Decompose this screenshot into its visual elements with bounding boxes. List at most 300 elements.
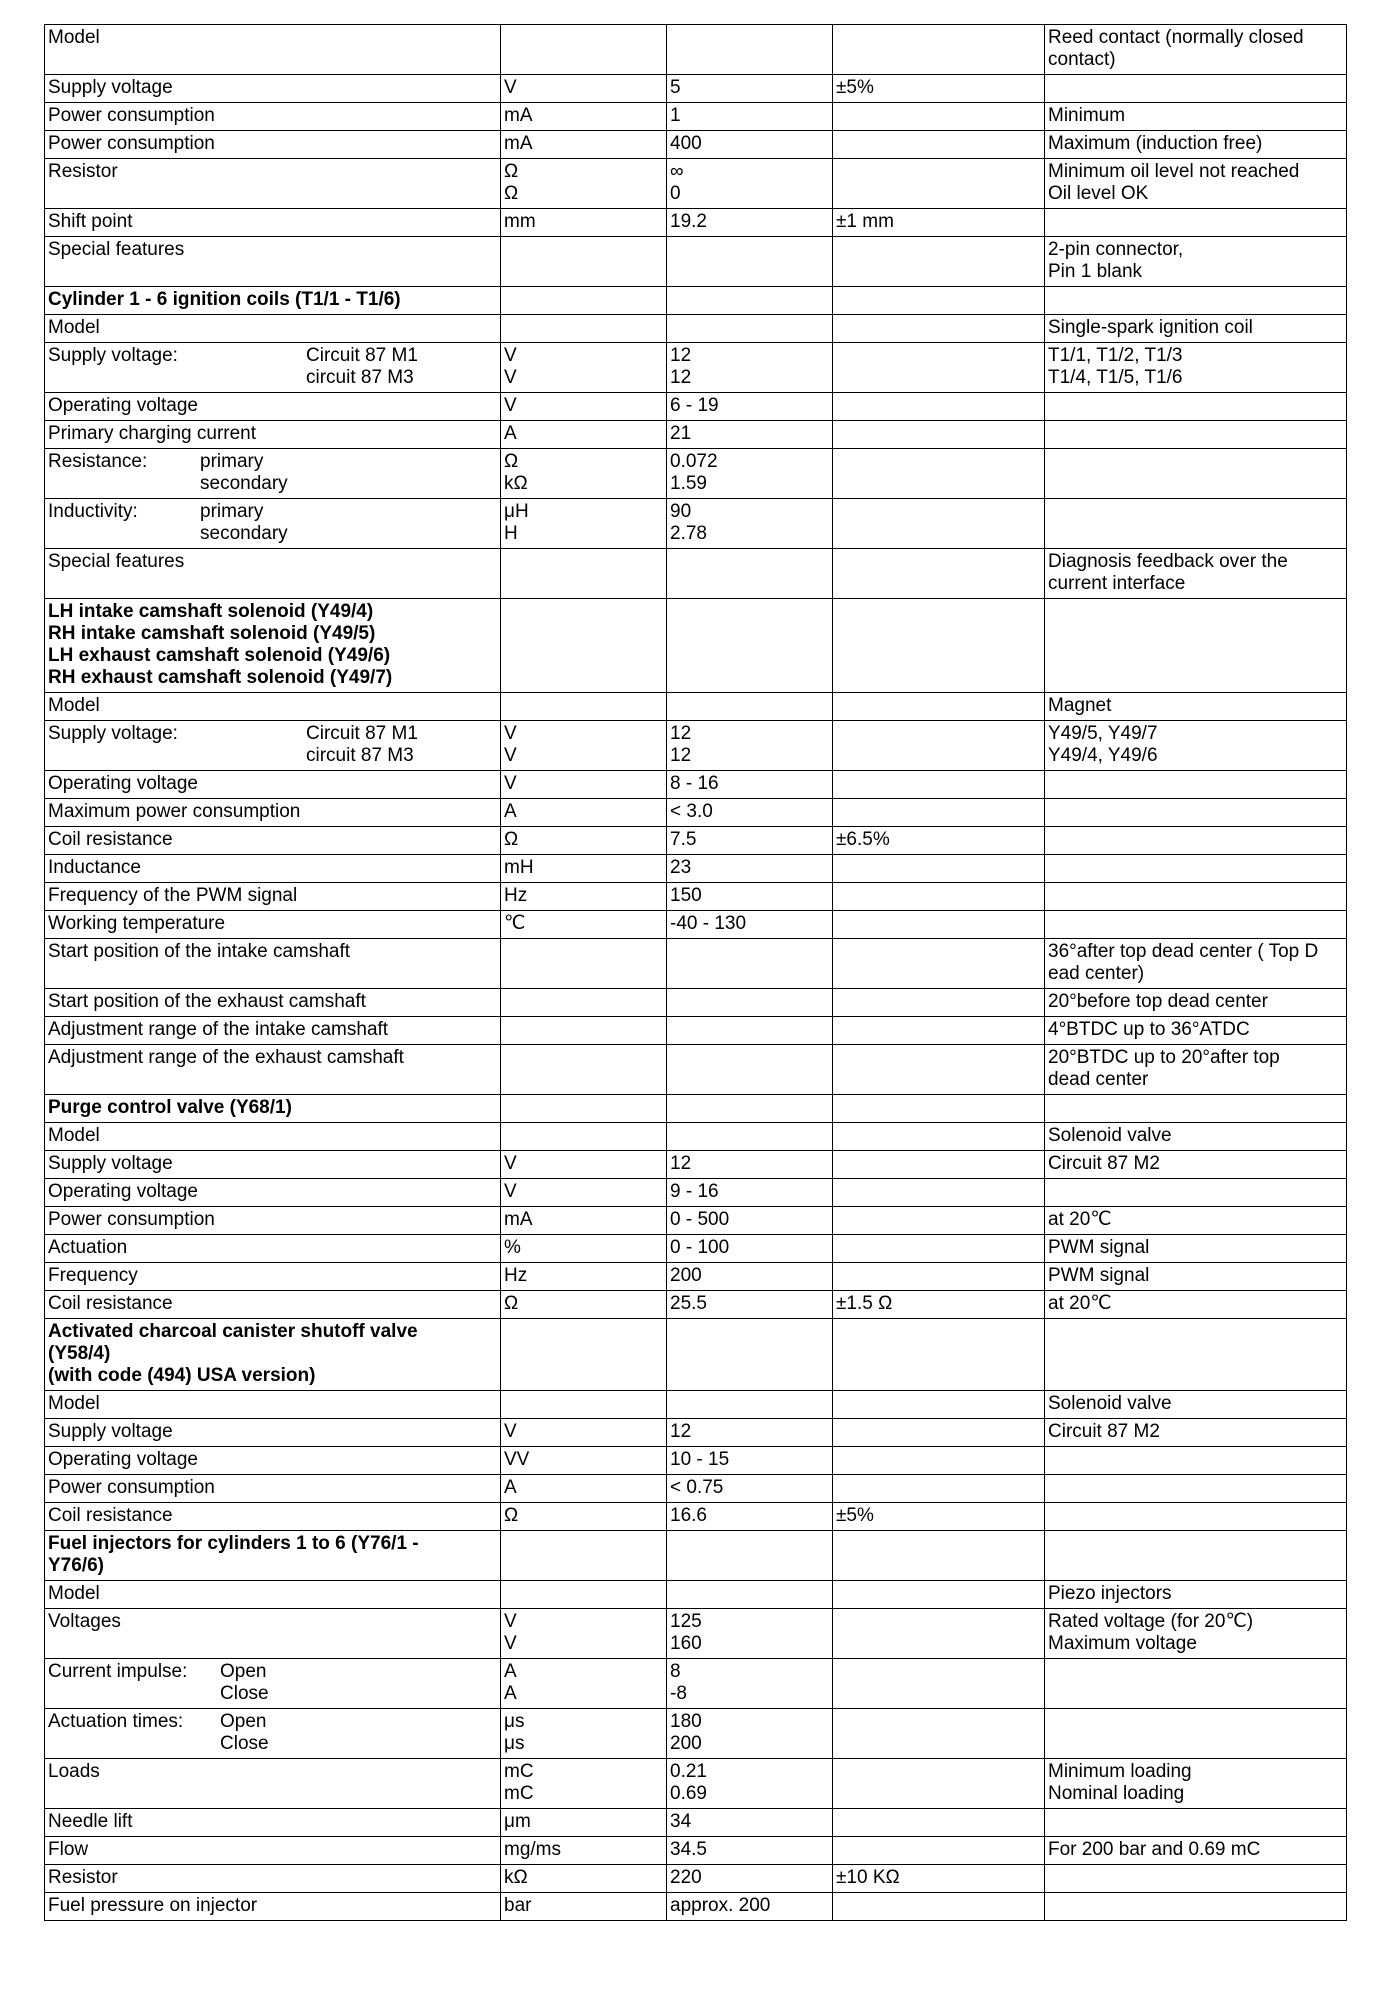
tolerance-cell [833, 1291, 1045, 1319]
cell-line [836, 913, 1041, 935]
cell-line: Minimum oil level not reached [1048, 161, 1300, 182]
remark-cell [1045, 911, 1347, 939]
cell-line [836, 501, 1041, 523]
cell-line: 220 [670, 1867, 702, 1888]
value-cell [667, 25, 833, 75]
value-cell [667, 911, 833, 939]
cell-line: kΩ [504, 1867, 528, 1888]
cell-line: 36°after top dead center ( Top D [1048, 941, 1319, 962]
table-row [45, 75, 1347, 103]
cell-line [504, 27, 663, 49]
cell-line: T1/4, T1/5, T1/6 [1048, 367, 1183, 388]
tolerance-cell [833, 237, 1045, 287]
cell-line [504, 1047, 663, 1069]
table-row [45, 315, 1347, 343]
table-row [45, 1759, 1347, 1809]
cell-line [836, 27, 1041, 49]
remark-cell [1045, 159, 1347, 209]
cell-line [836, 1265, 1041, 1287]
value-cell [667, 1095, 833, 1123]
remark-cell [1045, 1235, 1347, 1263]
value-cell [667, 693, 833, 721]
parameter-cell [45, 771, 501, 799]
table-row [45, 449, 1347, 499]
tolerance-cell [833, 1893, 1045, 1921]
remark-cell [1045, 315, 1347, 343]
parameter-cell [45, 939, 501, 989]
tolerance-cell [833, 25, 1045, 75]
cell-line [836, 1237, 1041, 1259]
parameter-cell [45, 287, 501, 315]
cell-line [836, 551, 1041, 573]
table-row [45, 549, 1347, 599]
unit-cell [501, 103, 667, 131]
value-cell [667, 159, 833, 209]
cell-line: LH exhaust camshaft solenoid (Y49/6) [48, 645, 391, 666]
tolerance-cell [833, 1179, 1045, 1207]
cell-line: Nominal loading [1048, 1783, 1185, 1804]
cell-line: V [504, 1181, 517, 1202]
remark-cell [1045, 1319, 1347, 1391]
table-row [45, 1123, 1347, 1151]
tolerance-cell [833, 549, 1045, 599]
cell-line: Solenoid valve [1048, 1393, 1172, 1414]
cell-line: 90 [670, 501, 692, 522]
tolerance-cell [833, 989, 1045, 1017]
tolerance-cell [833, 939, 1045, 989]
remark-cell [1045, 131, 1347, 159]
cell-line [48, 1733, 497, 1755]
cell-line: VV [504, 1449, 530, 1470]
remark-cell [1045, 939, 1347, 989]
cell-line: Y49/5, Y49/7 [1048, 723, 1158, 744]
cell-line [504, 1393, 663, 1415]
parameter-cell [45, 1893, 501, 1921]
tolerance-cell [833, 1319, 1045, 1391]
unit-cell [501, 799, 667, 827]
cell-line: (with code (494) USA version) [48, 1365, 316, 1386]
cell-line: 12 [670, 1421, 692, 1442]
parameter-cell [45, 1837, 501, 1865]
tolerance-cell [833, 1263, 1045, 1291]
cell-line [836, 1019, 1041, 1041]
cell-line [1048, 1181, 1343, 1203]
cell-line: Operating voltage [48, 1449, 198, 1470]
cell-line: ±5% [836, 1505, 874, 1526]
cell-line: ±6.5% [836, 829, 890, 850]
cell-line: Voltages [48, 1611, 121, 1632]
remark-cell [1045, 237, 1347, 287]
parameter-cell [45, 549, 501, 599]
cell-line [48, 1661, 497, 1683]
unit-cell [501, 1809, 667, 1837]
cell-line [670, 1097, 829, 1119]
unit-cell [501, 1837, 667, 1865]
cell-line: Y76/6) [48, 1555, 104, 1576]
table-row [45, 499, 1347, 549]
cell-line: bar [504, 1895, 532, 1916]
remark-cell [1045, 1391, 1347, 1419]
table-row [45, 209, 1347, 237]
cell-line: V [504, 395, 517, 416]
table-row [45, 693, 1347, 721]
cell-line: ±1.5 Ω [836, 1293, 893, 1314]
cell-line: Ω [504, 1505, 519, 1526]
unit-cell [501, 1581, 667, 1609]
remark-cell [1045, 855, 1347, 883]
cell-line: Single-spark ignition coil [1048, 317, 1253, 338]
remark-cell [1045, 209, 1347, 237]
cell-line: Loads [48, 1761, 100, 1782]
cell-line: Ω [504, 1293, 519, 1314]
value-cell [667, 103, 833, 131]
cell-line: mC [504, 1761, 534, 1782]
tolerance-cell [833, 1865, 1045, 1893]
cell-line: Minimum [1048, 105, 1126, 126]
unit-cell [501, 1447, 667, 1475]
remark-cell [1045, 1609, 1347, 1659]
unit-cell [501, 499, 667, 549]
parameter-cell [45, 1207, 501, 1235]
remark-cell [1045, 883, 1347, 911]
cell-line [836, 1583, 1041, 1605]
table-row [45, 25, 1347, 75]
cell-line [836, 723, 1041, 745]
value-cell [667, 1207, 833, 1235]
tolerance-cell [833, 1837, 1045, 1865]
cell-line: 2-pin connector, [1048, 239, 1184, 260]
cell-line [1048, 1867, 1343, 1889]
cell-line: V [504, 723, 517, 744]
cell-line [836, 601, 1041, 623]
cell-line [836, 1449, 1041, 1471]
parameter-cell [45, 1609, 501, 1659]
cell-line [836, 317, 1041, 339]
table-row [45, 1865, 1347, 1893]
parameter-cell [45, 1235, 501, 1263]
cell-line: A [504, 1683, 517, 1704]
cell-line [1048, 451, 1343, 473]
cell-line [836, 239, 1041, 261]
parameter-cell [45, 599, 501, 693]
cell-line [1048, 1449, 1343, 1471]
parameter-cell [45, 343, 501, 393]
table-row [45, 1391, 1347, 1419]
cell-line [836, 1533, 1041, 1555]
tolerance-cell [833, 159, 1045, 209]
cell-line: mA [504, 1209, 533, 1230]
cell-line: Operating voltage [48, 773, 198, 794]
remark-cell [1045, 1893, 1347, 1921]
value-cell [667, 855, 833, 883]
cell-line [504, 289, 663, 311]
table-row [45, 721, 1347, 771]
cell-line: V [504, 1421, 517, 1442]
cell-line: 160 [670, 1633, 702, 1654]
cell-line: Start position of the exhaust camshaft [48, 991, 366, 1012]
cell-line [836, 1181, 1041, 1203]
tolerance-cell [833, 1151, 1045, 1179]
cell-line: V [504, 1633, 517, 1654]
unit-cell [501, 1045, 667, 1095]
value-cell [667, 1263, 833, 1291]
parameter-cell [45, 103, 501, 131]
cell-line [670, 551, 829, 573]
parameter-cell [45, 1391, 501, 1419]
remark-cell [1045, 25, 1347, 75]
remark-cell [1045, 75, 1347, 103]
parameter-cell [45, 855, 501, 883]
cell-line: H [504, 523, 518, 544]
tolerance-cell [833, 1447, 1045, 1475]
cell-line: 9 - 16 [670, 1181, 719, 1202]
cell-line [504, 695, 663, 717]
cell-line: current interface [1048, 573, 1186, 594]
cell-line: 34 [670, 1811, 692, 1832]
cell-line: -8 [670, 1683, 687, 1704]
value-cell [667, 1045, 833, 1095]
value-cell [667, 1709, 833, 1759]
cell-line: Fuel injectors for cylinders 1 to 6 (Y76/1 - [48, 1533, 419, 1554]
value-cell [667, 1419, 833, 1447]
parameter-cell [45, 1447, 501, 1475]
cell-line: Solenoid valve [1048, 1125, 1172, 1146]
cell-line: 23 [670, 857, 692, 878]
table-row [45, 1475, 1347, 1503]
unit-cell [501, 449, 667, 499]
tolerance-cell [833, 499, 1045, 549]
remark-cell [1045, 1017, 1347, 1045]
cell-line: ±10 KΩ [836, 1867, 900, 1888]
cell-line: Model [48, 317, 100, 338]
cell-line: Circuit 87 M2 [1048, 1153, 1160, 1174]
cell-line: Primary charging current [48, 423, 257, 444]
parameter-cell [45, 1503, 501, 1531]
cell-line: Y49/4, Y49/6 [1048, 745, 1158, 766]
cell-line: Flow [48, 1839, 89, 1860]
value-cell [667, 989, 833, 1017]
parameter-cell [45, 1017, 501, 1045]
value-cell [667, 799, 833, 827]
remark-cell [1045, 1709, 1347, 1759]
cell-line [836, 1895, 1041, 1917]
cell-line [1048, 1661, 1343, 1683]
cell-line [48, 723, 497, 745]
parameter-cell [45, 1291, 501, 1319]
cell-line: 20°BTDC up to 20°after top [1048, 1047, 1280, 1068]
cell-line: Reed contact (normally closed [1048, 27, 1304, 48]
remark-cell [1045, 499, 1347, 549]
cell-line: 7.5 [670, 829, 697, 850]
parameter-cell [45, 1709, 501, 1759]
cell-line: approx. 200 [670, 1895, 771, 1916]
remark-cell [1045, 1045, 1347, 1095]
cell-line: 0 [670, 183, 681, 204]
cell-line [670, 991, 829, 1013]
cell-line: 0.21 [670, 1761, 707, 1782]
unit-cell [501, 315, 667, 343]
parameter-cell [45, 1531, 501, 1581]
cell-line [836, 345, 1041, 367]
value-cell [667, 421, 833, 449]
remark-cell [1045, 599, 1347, 693]
parameter-cell [45, 159, 501, 209]
parameter-sublabel: Open [220, 1661, 267, 1682]
cell-line: Power consumption [48, 133, 215, 154]
unit-cell [501, 1123, 667, 1151]
value-cell [667, 131, 833, 159]
unit-cell [501, 1419, 667, 1447]
tolerance-cell [833, 855, 1045, 883]
table-row [45, 1709, 1347, 1759]
value-cell [667, 1291, 833, 1319]
value-cell [667, 315, 833, 343]
cell-line [670, 27, 829, 49]
table-row [45, 1263, 1347, 1291]
unit-cell [501, 1095, 667, 1123]
table-row [45, 1017, 1347, 1045]
cell-line: ℃ [504, 913, 526, 934]
cell-line [1048, 289, 1343, 311]
parameter-cell [45, 1151, 501, 1179]
parameter-sublabel: secondary [200, 523, 288, 544]
cell-line: 12 [670, 1153, 692, 1174]
tolerance-cell [833, 693, 1045, 721]
table-row [45, 1809, 1347, 1837]
table-row [45, 1291, 1347, 1319]
remark-cell [1045, 1263, 1347, 1291]
unit-cell [501, 855, 667, 883]
cell-line [836, 1209, 1041, 1231]
value-cell [667, 1447, 833, 1475]
cell-line: mA [504, 105, 533, 126]
unit-cell [501, 421, 667, 449]
remark-cell [1045, 1095, 1347, 1123]
cell-line [504, 1125, 663, 1147]
parameter-cell [45, 1123, 501, 1151]
cell-line: A [504, 801, 517, 822]
tolerance-cell [833, 209, 1045, 237]
remark-cell [1045, 1123, 1347, 1151]
cell-line: Minimum loading [1048, 1761, 1192, 1782]
cell-line: Frequency [48, 1265, 138, 1286]
parameter-sublabel: secondary [200, 473, 288, 494]
cell-line [1048, 423, 1343, 445]
cell-line [670, 1125, 829, 1147]
cell-line [1048, 1321, 1343, 1343]
cell-line: Hz [504, 885, 528, 906]
table-row [45, 103, 1347, 131]
unit-cell [501, 1893, 667, 1921]
parameter-cell [45, 421, 501, 449]
tolerance-cell [833, 1503, 1045, 1531]
cell-line: 25.5 [670, 1293, 707, 1314]
tolerance-cell [833, 771, 1045, 799]
cell-line [836, 161, 1041, 183]
cell-line [48, 345, 497, 367]
parameter-cell [45, 449, 501, 499]
cell-line: ±1 mm [836, 211, 894, 232]
table-row [45, 1419, 1347, 1447]
cell-line: RH intake camshaft solenoid (Y49/5) [48, 623, 376, 644]
cell-line [1048, 501, 1343, 523]
tolerance-cell [833, 287, 1045, 315]
cell-line: Magnet [1048, 695, 1112, 716]
cell-line: at 20℃ [1048, 1209, 1112, 1230]
cell-line [836, 941, 1041, 963]
cell-line: 12 [670, 367, 692, 388]
cell-line: mg/ms [504, 1839, 561, 1860]
value-cell [667, 1151, 833, 1179]
remark-cell [1045, 421, 1347, 449]
parameter-cell [45, 693, 501, 721]
remark-cell [1045, 1837, 1347, 1865]
cell-line: Special features [48, 551, 185, 572]
value-cell [667, 209, 833, 237]
cell-line: A [504, 1477, 517, 1498]
tolerance-cell [833, 1207, 1045, 1235]
parameter-cell [45, 911, 501, 939]
table-row [45, 393, 1347, 421]
cell-line: Resistor [48, 1867, 118, 1888]
cell-line [836, 289, 1041, 311]
remark-cell [1045, 799, 1347, 827]
remark-cell [1045, 103, 1347, 131]
value-cell [667, 393, 833, 421]
cell-line: 19.2 [670, 211, 707, 232]
tolerance-cell [833, 721, 1045, 771]
unit-cell [501, 393, 667, 421]
cell-line: 2.78 [670, 523, 707, 544]
tolerance-cell [833, 1609, 1045, 1659]
cell-line: 0 - 500 [670, 1209, 730, 1230]
table-row [45, 1151, 1347, 1179]
value-cell [667, 1319, 833, 1391]
cell-line: Supply voltage [48, 1421, 173, 1442]
unit-cell [501, 1391, 667, 1419]
tolerance-cell [833, 1475, 1045, 1503]
cell-line [1048, 601, 1343, 623]
cell-line [504, 317, 663, 339]
cell-line: μs [504, 1733, 525, 1754]
cell-line [670, 1019, 829, 1041]
unit-cell [501, 209, 667, 237]
unit-cell [501, 1319, 667, 1391]
tolerance-cell [833, 1581, 1045, 1609]
tolerance-cell [833, 911, 1045, 939]
remark-cell [1045, 693, 1347, 721]
cell-line: Cylinder 1 - 6 ignition coils (T1/1 - T1/6) [48, 289, 401, 310]
cell-line [836, 695, 1041, 717]
parameter-cell [45, 1475, 501, 1503]
unit-cell [501, 1291, 667, 1319]
cell-line: Maximum power consumption [48, 801, 301, 822]
parameter-label: Supply voltage: [48, 723, 178, 744]
parameter-cell [45, 1419, 501, 1447]
cell-line: 1 [670, 105, 681, 126]
tolerance-cell [833, 393, 1045, 421]
value-cell [667, 1809, 833, 1837]
parameter-cell [45, 25, 501, 75]
value-cell [667, 237, 833, 287]
cell-line [836, 1125, 1041, 1147]
parameter-cell [45, 1045, 501, 1095]
cell-line: Hz [504, 1265, 528, 1286]
cell-line: at 20℃ [1048, 1293, 1112, 1314]
tolerance-cell [833, 1419, 1045, 1447]
value-cell [667, 1581, 833, 1609]
value-cell [667, 1893, 833, 1921]
